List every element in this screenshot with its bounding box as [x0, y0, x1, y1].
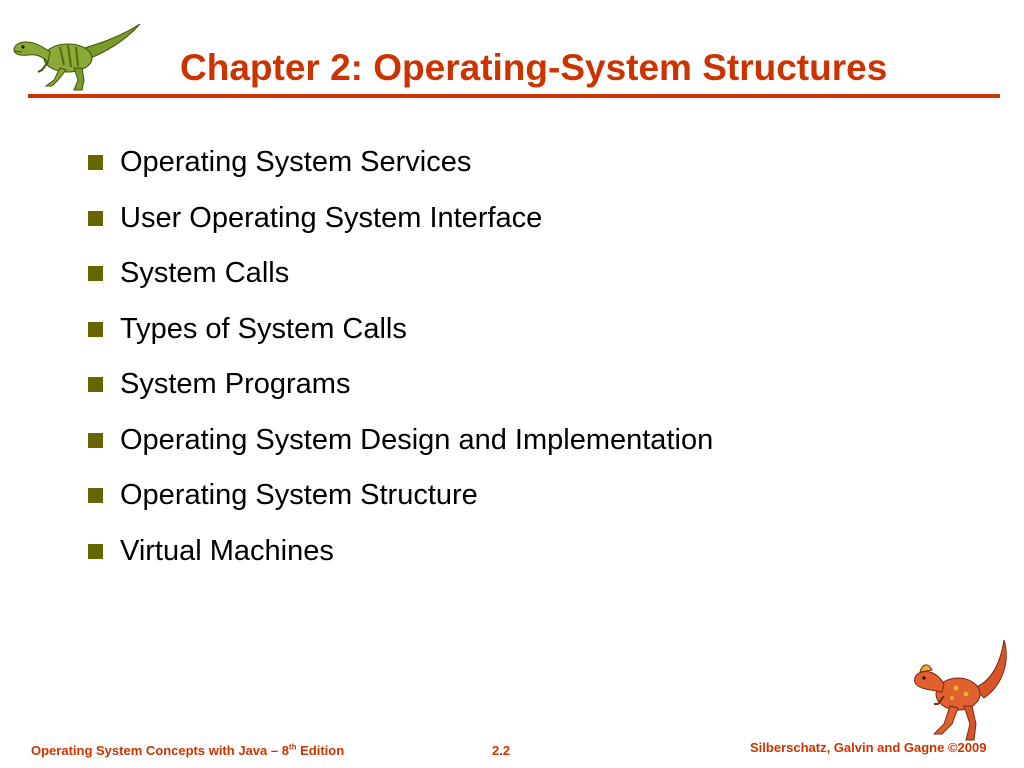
bullet-text: System Programs [120, 368, 351, 401]
square-bullet-icon [88, 322, 103, 337]
red-dinosaur-icon [904, 636, 1016, 744]
list-item [88, 191, 713, 247]
bullet-text: System Calls [120, 257, 290, 290]
bullet-text: Types of System Calls [120, 312, 407, 345]
title-divider [28, 94, 1000, 98]
bullet-text: Operating System Design and Implementation [120, 423, 714, 456]
square-bullet-icon [88, 211, 103, 226]
list-item [88, 413, 713, 469]
green-dinosaur-icon [8, 20, 142, 92]
slide-title: Chapter 2: Operating-System Structures [180, 47, 888, 88]
bullet-list [88, 135, 713, 579]
square-bullet-icon [88, 488, 103, 503]
list-item [88, 246, 713, 302]
bullet-text: Operating System Structure [120, 479, 478, 512]
list-item [88, 135, 713, 191]
footer-book-title: Operating System Concepts with Java – 8th Edition [31, 742, 345, 758]
square-bullet-icon [88, 433, 103, 448]
bullet-text: User Operating System Interface [120, 201, 543, 234]
square-bullet-icon [88, 266, 103, 281]
bullet-text: Operating System Services [120, 146, 472, 179]
list-item [88, 302, 713, 358]
footer-copyright: Silberschatz, Galvin and Gagne ©2009 [750, 740, 987, 755]
bullet-text: Virtual Machines [120, 534, 334, 567]
list-item [88, 468, 713, 524]
list-item [88, 524, 713, 580]
square-bullet-icon [88, 377, 103, 392]
list-item [88, 357, 713, 413]
footer-page-number: 2.2 [492, 743, 511, 758]
square-bullet-icon [88, 155, 103, 170]
square-bullet-icon [88, 544, 103, 559]
